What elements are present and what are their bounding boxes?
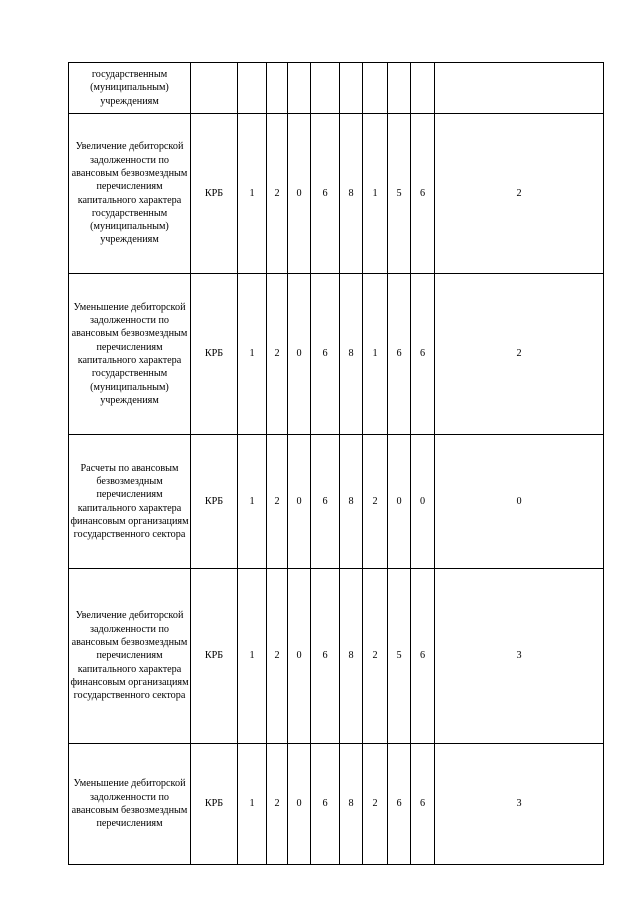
code-digit-6: 2 (363, 744, 388, 865)
code-digit-6: 2 (363, 435, 388, 569)
account-name: Расчеты по авансовым безвозмездным перечислениям капитального характера финансовым организациям государственного сектора (69, 435, 191, 569)
code-digit-9 (435, 63, 604, 114)
accounts-table (68, 62, 604, 865)
code-digit-1: 1 (238, 744, 267, 865)
code-digit-2: 2 (267, 435, 288, 569)
code-digit-6 (363, 63, 388, 114)
account-name: государственным (муниципальным) учреждениям (69, 63, 191, 114)
table-row (69, 114, 604, 274)
code-digit-8 (411, 63, 435, 114)
code-digit-6: 1 (363, 114, 388, 274)
code-digit-5: 8 (340, 435, 363, 569)
table-row (69, 63, 604, 114)
code-digit-9: 2 (435, 114, 604, 274)
code-digit-7: 5 (388, 569, 411, 744)
table-row (69, 435, 604, 569)
code-digit-4: 6 (311, 569, 340, 744)
code-digit-4: 6 (311, 435, 340, 569)
code-digit-1: 1 (238, 435, 267, 569)
table-row (69, 569, 604, 744)
account-kind: КРБ (191, 569, 238, 744)
code-digit-3: 0 (288, 114, 311, 274)
code-digit-8: 0 (411, 435, 435, 569)
account-name: Увеличение дебиторской задолженности по авансовым безвозмездным перечислениям капитального характера финансовым организациям государственного сектора (69, 569, 191, 744)
code-digit-7 (388, 63, 411, 114)
code-digit-3: 0 (288, 744, 311, 865)
code-digit-7: 0 (388, 435, 411, 569)
code-digit-5: 8 (340, 114, 363, 274)
account-name: Уменьшение дебиторской задолженности по авансовым безвозмездным перечислениям (69, 744, 191, 865)
account-kind: КРБ (191, 435, 238, 569)
code-digit-3: 0 (288, 435, 311, 569)
code-digit-8: 6 (411, 114, 435, 274)
code-digit-1: 1 (238, 114, 267, 274)
account-name: Уменьшение дебиторской задолженности по авансовым безвозмездным перечислениям капитального характера государственным (муниципальным) учреждениям (69, 274, 191, 435)
code-digit-1 (238, 63, 267, 114)
table-body (69, 63, 604, 865)
code-digit-2: 2 (267, 114, 288, 274)
code-digit-2 (267, 63, 288, 114)
code-digit-5 (340, 63, 363, 114)
code-digit-7: 6 (388, 274, 411, 435)
account-kind: КРБ (191, 114, 238, 274)
code-digit-4 (311, 63, 340, 114)
code-digit-5: 8 (340, 274, 363, 435)
code-digit-2: 2 (267, 274, 288, 435)
code-digit-9: 2 (435, 274, 604, 435)
code-digit-4: 6 (311, 274, 340, 435)
account-name: Увеличение дебиторской задолженности по авансовым безвозмездным перечислениям капитального характера государственным (муниципальным) учреждениям (69, 114, 191, 274)
code-digit-6: 1 (363, 274, 388, 435)
code-digit-4: 6 (311, 744, 340, 865)
code-digit-1: 1 (238, 274, 267, 435)
code-digit-5: 8 (340, 744, 363, 865)
code-digit-9: 3 (435, 569, 604, 744)
account-kind: КРБ (191, 274, 238, 435)
code-digit-2: 2 (267, 569, 288, 744)
code-digit-8: 6 (411, 744, 435, 865)
code-digit-3 (288, 63, 311, 114)
code-digit-9: 3 (435, 744, 604, 865)
code-digit-6: 2 (363, 569, 388, 744)
code-digit-3: 0 (288, 569, 311, 744)
code-digit-5: 8 (340, 569, 363, 744)
account-kind: КРБ (191, 744, 238, 865)
code-digit-7: 5 (388, 114, 411, 274)
code-digit-4: 6 (311, 114, 340, 274)
code-digit-2: 2 (267, 744, 288, 865)
code-digit-9: 0 (435, 435, 604, 569)
code-digit-8: 6 (411, 569, 435, 744)
table-row (69, 744, 604, 865)
code-digit-3: 0 (288, 274, 311, 435)
code-digit-7: 6 (388, 744, 411, 865)
table-row (69, 274, 604, 435)
code-digit-8: 6 (411, 274, 435, 435)
code-digit-1: 1 (238, 569, 267, 744)
account-kind (191, 63, 238, 114)
